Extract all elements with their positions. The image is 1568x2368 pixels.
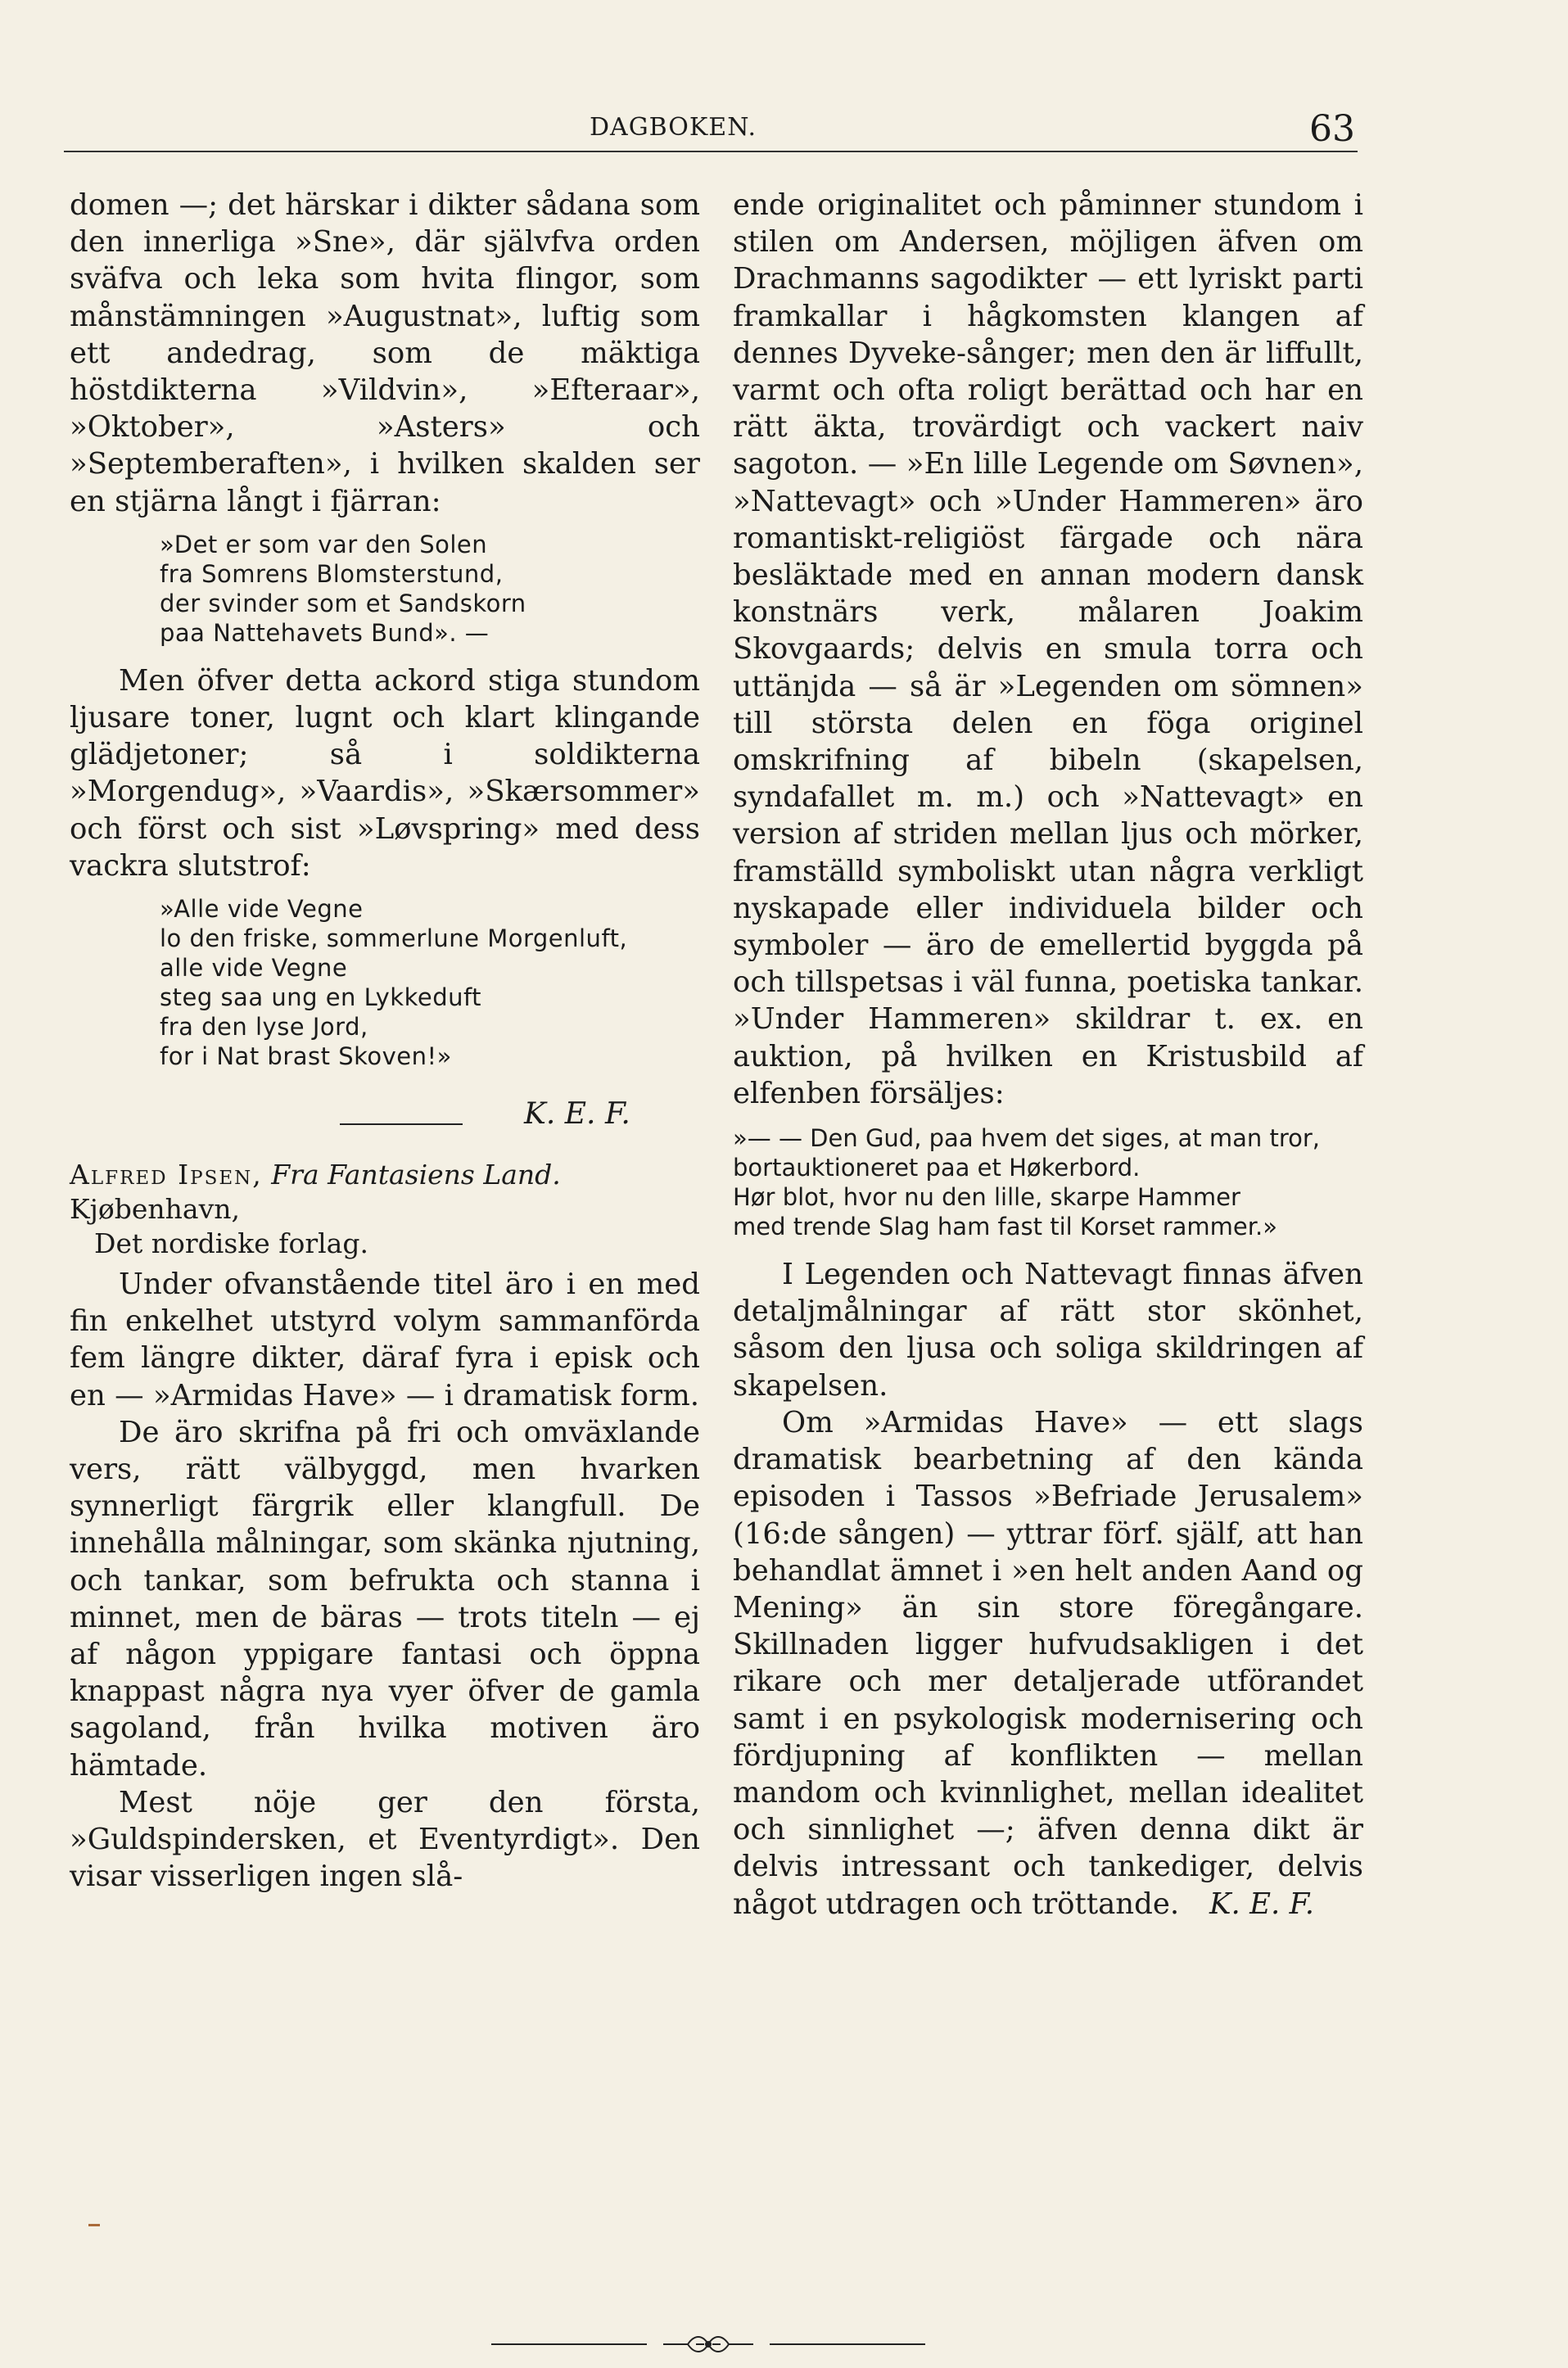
page-header (66, 108, 1355, 149)
verse-line: steg saa ung en Lykkeduft (160, 983, 482, 1012)
verse-line: der svinder som et Sandskorn (160, 589, 526, 617)
verse-line: paa Nattehavets Bund». — (160, 618, 490, 647)
page-number: 63 (1309, 108, 1355, 150)
header-rule (64, 151, 1358, 152)
paragraph: Men öfver detta ackord stiga stundom ljusare toner, lugnt och klart klingande glädjetoner; så i soldikterna »Morgendug», »Vaardis», »Skærsommer» och först och sist »Løvspring» med dess vackra slutstrof: (70, 663, 700, 883)
closing-ornament (491, 2332, 925, 2357)
right-column (733, 187, 1363, 1960)
signature: K. E. F. (524, 1097, 630, 1132)
review-publisher: Det nordiske forlag. (94, 1227, 368, 1260)
verse-line: lo den friske, sommerlune Morgenluft, (160, 924, 628, 953)
verse-line: fra den lyse Jord, (160, 1013, 368, 1042)
signature-row (733, 1887, 1363, 1960)
ornament-rule (491, 2343, 647, 2345)
verse-line: »Alle vide Vegne (160, 895, 364, 924)
signature: K. E. F. (1209, 1887, 1314, 1921)
paragraph: Mest nöje ger den första, »Guldspindersken, et Eventyrdigt». Den visar visserligen ingen slå- (70, 1785, 700, 1894)
review-heading (70, 1158, 700, 1261)
paragraph: Under ofvanstående titel äro i en med fin enkelhet utstyrd volym sammanförda fem längre dikter, däraf fyra i episk och en — »Armidas Have» — i dramatisk form. (70, 1268, 700, 1412)
quoted-verse (733, 1123, 1363, 1241)
signature-block (70, 1086, 700, 1143)
verse-stanza (160, 894, 700, 1071)
verse-line: »— — Den Gud, paa hvem det siges, at man tror, (733, 1124, 1320, 1153)
verse-line: Hør blot, hvor nu den lille, skarpe Hammer (733, 1183, 1240, 1212)
review-title: Fra Fantasiens Land. (271, 1159, 561, 1191)
running-head: DAGBOKEN. (590, 113, 757, 142)
stray-mark (88, 2224, 100, 2226)
verse-line: fra Somrens Blomsterstund, (160, 559, 504, 588)
review-place: Kjøbenhavn, (70, 1193, 240, 1226)
paragraph: Om »Armidas Have» — ett slags dramatisk bearbetning af den kända episoden i Tassos »Befriade Jerusalem» (16:de sången) — yttrar förf. själf, att han behandlat ämnet i »en helt anden Aand og Mening» än sin store föregångare. Skillnaden ligger hufvudsakligen i det rikare och mer detaljerade utförandet samt i en psykologisk modernisering och fördjupning af konflikten — mellan mandom och kvinnlighet, mellan idealitet och sinnlighet —; äfven denna dikt är delvis intressant och tankediger, delvis något utdragen och tröttande. (733, 1405, 1363, 1921)
paragraph: I Legenden och Nattevagt finnas äfven detaljmålningar af rätt stor skönhet, såsom den ljusa och soliga skildringen af skapelsen. (733, 1258, 1363, 1403)
verse-stanza (160, 530, 700, 648)
verse-line: med trende Slag ham fast til Korset rammer.» (733, 1213, 1277, 1241)
fleuron-icon (663, 2332, 753, 2357)
review-author: Alfred Ipsen, (70, 1159, 263, 1191)
ornament-rule (770, 2343, 925, 2345)
paragraph: De äro skrifna på fri och omväxlande vers, rätt välbyggd, men hvarken synnerligt färgrik eller klangfull. De innehålla målningar, som skänka njutning, och tankar, som befrukta och stanna i minnet, men de bäras — trots titeln — ej af någon yppigare fantasi och öppna knappast några nya vyer öfver de gamla sagoland, från hvilka motiven äro hämtade. (70, 1415, 700, 1783)
verse-line: alle vide Vegne (160, 954, 348, 983)
left-column (70, 187, 700, 1896)
signature-rule (340, 1123, 463, 1125)
paragraph: domen —; det härskar i dikter sådana som den innerliga »Sne», där självfva orden sväfva och leka som hvita flingor, som månstämningen »Augustnat», luftig som ett andedrag, som de mäktiga höstdikterna »Vildvin», »Efteraar», »Oktober», »Asters» och »Septemberaften», i hvilken skalden ser en stjärna långt i fjärran: (70, 188, 700, 518)
verse-line: for i Nat brast Skoven!» (160, 1042, 452, 1071)
verse-line: bortauktioneret paa et Høkerbord. (733, 1154, 1141, 1182)
verse-line: »Det er som var den Solen (160, 530, 488, 558)
paragraph: ende originalitet och påminner stundom i stilen om Andersen, möjligen äfven om Drachmanns sagodikter — ett lyriskt parti framkallar i hågkomsten klangen af dennes Dyveke-sånger; men den är liffullt, varmt och ofta roligt berättad och har en rätt äkta, trovärdigt och vackert naiv sagoton. — »En lille Legende om Søvnen», »Nattevagt» och »Under Hammeren» äro romantiskt-religiöst färgade och nära besläktade med en annan modern dansk konstnärs verk, målaren Joakim Skovgaards; delvis en smula torra och uttänjda — så är »Legenden om sömnen» till största delen en föga originel omskrifning af bibeln (skapelsen, syndafallet m. m.) och »Nattevagt» en version af striden mellan ljus och mörker, framställd symboliskt utan några verkligt nyskapade eller individuela bilder och symboler — äro de emellertid byggda på och tillspetsas i väl funna, poetiska tankar. »Under Hammeren» skildrar t. ex. en auktion, på hvilken en Kristusbild af elfenben försäljes: (733, 188, 1363, 1110)
